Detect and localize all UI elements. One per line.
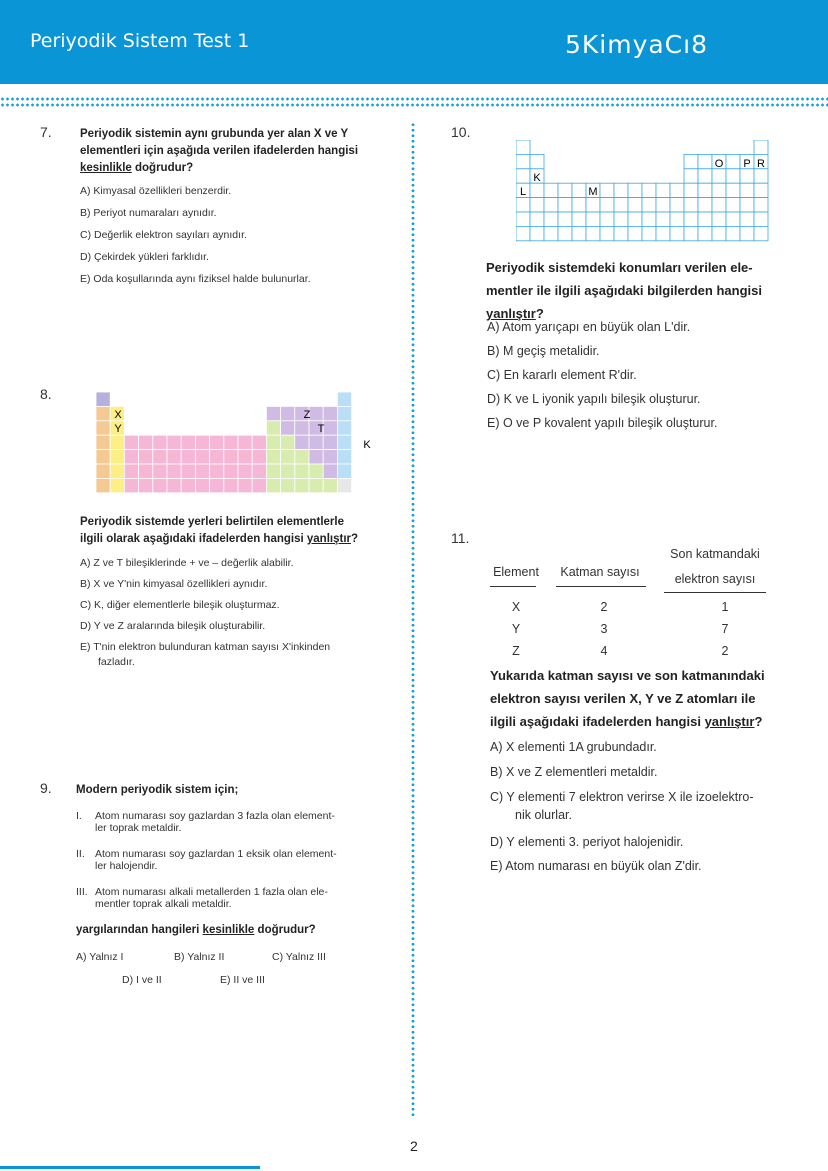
q10-cell: [642, 198, 656, 212]
q10-cell: [614, 212, 628, 226]
q9-statement-3-num: III.: [76, 886, 88, 898]
q10-cell: [600, 198, 614, 212]
q8-cell: [96, 406, 110, 420]
q8-cell: [252, 464, 266, 478]
q10-cell: [600, 183, 614, 197]
q10-cell: [572, 212, 586, 226]
q10-cell: [516, 198, 530, 212]
q11-row3-katman: 4: [600, 644, 608, 658]
q8-cell: [323, 435, 337, 449]
q10-cell: [754, 198, 768, 212]
q10-cell: [530, 212, 544, 226]
q8-cell: [224, 435, 238, 449]
q7-option-a[interactable]: A) Kimyasal özellikleri benzerdir.: [80, 185, 232, 197]
q8-cell: [139, 435, 153, 449]
q8-cell: [309, 464, 323, 478]
q10-cell: [712, 212, 726, 226]
q10-cell: [684, 226, 698, 240]
q11-row2-son: 7: [721, 622, 729, 636]
q8-cell: [337, 464, 351, 478]
q9-question-end: doğrudur?: [254, 924, 316, 936]
q10-cell: [740, 198, 754, 212]
q8-cell: [210, 464, 224, 478]
q8-cell: [323, 464, 337, 478]
q11-rule-1: [490, 586, 536, 587]
q9-option-c[interactable]: C) Yalnız III: [272, 951, 326, 963]
q8-cell: [323, 450, 337, 464]
q8-periodic-table: [96, 392, 376, 498]
q11-row1-son: 1: [721, 600, 729, 614]
q8-cell: [139, 464, 153, 478]
q8-cell: [124, 450, 138, 464]
q10-cell: [600, 226, 614, 240]
q10-cell: [670, 226, 684, 240]
q8-cell: [96, 464, 110, 478]
q8-option-d[interactable]: D) Y ve Z aralarında bileşik oluşturabilir.: [80, 620, 266, 632]
q10-cell: [726, 226, 740, 240]
q11-stem: [490, 664, 765, 733]
q8-cell: [281, 464, 295, 478]
q8-cell: [195, 450, 209, 464]
q9-s1-line1: Atom numarası soy gazlardan 3 fazla olan element-: [95, 810, 335, 822]
q9-emphasis: kesinlikle: [202, 924, 255, 936]
q10-cell: [544, 212, 558, 226]
q10-cell: [558, 226, 572, 240]
q8-cell: [110, 478, 124, 492]
q10-cell: [726, 212, 740, 226]
q10-number: 10.: [451, 124, 471, 140]
q8-stem: [80, 514, 358, 548]
q8-cell: [167, 464, 181, 478]
q10-cell: [726, 183, 740, 197]
q8-cell: [153, 450, 167, 464]
q10-cell: [670, 198, 684, 212]
q10-cell: [516, 226, 530, 240]
q8-cell: [309, 406, 323, 420]
q11-header-son-2: elektron sayısı: [674, 572, 756, 586]
q10-cell: [712, 226, 726, 240]
q8-cell: [266, 421, 280, 435]
q8-cell: [167, 478, 181, 492]
q8-cell: [266, 435, 280, 449]
q8-cell: [110, 435, 124, 449]
q10-cell: [670, 212, 684, 226]
q8-label-t: T: [317, 423, 325, 435]
q10-cell: [740, 212, 754, 226]
q11-stem-end: ?: [754, 714, 763, 729]
q10-cell: [656, 226, 670, 240]
q10-cell: [544, 198, 558, 212]
q10-stem-line2: mentler ile ilgili aşağıdaki bilgilerden hangisi: [486, 283, 762, 298]
q10-option-b[interactable]: B) M geçiş metalidir.: [487, 344, 600, 358]
q8-cell: [295, 464, 309, 478]
q8-cell: [153, 464, 167, 478]
q8-cell: [266, 450, 280, 464]
q10-cell: [516, 140, 530, 154]
q8-cell: [139, 450, 153, 464]
q8-cell: [167, 450, 181, 464]
q8-cell: [181, 435, 195, 449]
q8-cell: [309, 435, 323, 449]
q8-cells: [96, 392, 352, 493]
q10-cell: [544, 183, 558, 197]
q8-cell: [195, 464, 209, 478]
q11-row3-element: Z: [512, 644, 520, 658]
q11-option-e[interactable]: E) Atom numarası en büyük olan Z'dir.: [490, 859, 702, 873]
q10-cell: [698, 226, 712, 240]
q10-cell: [516, 169, 530, 183]
q8-cell: [252, 435, 266, 449]
q11-header-katman: Katman sayısı: [560, 565, 640, 579]
q8-option-b[interactable]: B) X ve Y'nin kimyasal özellikleri aynıdır.: [80, 578, 268, 590]
q10-cell: [726, 154, 740, 168]
q9-s2-line1: Atom numarası soy gazlardan 1 eksik olan element-: [95, 848, 337, 860]
q10-cell: [726, 198, 740, 212]
page-header: [0, 0, 828, 84]
q11-header-son-1: Son katmandaki: [670, 547, 760, 561]
q8-cell: [309, 450, 323, 464]
q7-stem-line3: [80, 160, 358, 177]
q11-row1-element: X: [511, 600, 521, 614]
q8-stem-line1: Periyodik sistemde yerleri belirtilen elementlerle: [80, 516, 344, 528]
q9-question-pre: yargılarından hangileri: [76, 924, 203, 936]
q8-stem-line2-text: ilgili olarak aşağıdaki ifadelerden hangisi: [80, 533, 307, 545]
q8-cell: [224, 478, 238, 492]
q10-cell: [698, 198, 712, 212]
q8-cell: [96, 421, 110, 435]
q8-option-e[interactable]: E) T'nin elektron bulunduran katman sayısı X'inkinden: [80, 641, 331, 653]
q10-cell: [712, 198, 726, 212]
q8-cell: [181, 464, 195, 478]
q10-cell: [740, 226, 754, 240]
q11-option-c[interactable]: C) Y elementi 7 elektron verirse X ile izoelektro-: [490, 790, 754, 804]
footer-line: [0, 1166, 260, 1169]
q10-cell: [516, 212, 530, 226]
q8-label-z: Z: [303, 409, 311, 421]
q8-cell: [224, 464, 238, 478]
q8-cell: [323, 421, 337, 435]
q8-cell: [96, 450, 110, 464]
q10-cell: [684, 198, 698, 212]
page-number: 2: [410, 1138, 418, 1154]
q10-label-r: R: [757, 158, 765, 170]
q9-statement-1: [95, 810, 335, 834]
q9-statement-2-num: II.: [76, 848, 85, 860]
q9-question: [76, 922, 316, 939]
q10-label-l: L: [519, 186, 527, 198]
q9-option-e[interactable]: E) II ve III: [220, 974, 265, 986]
q10-cell: [712, 169, 726, 183]
q10-cell: [754, 140, 768, 154]
q7-stem-end: doğrudur?: [131, 162, 194, 174]
q7-number: 7.: [40, 124, 52, 140]
q8-number: 8.: [40, 386, 52, 402]
q10-label-o: O: [714, 158, 724, 170]
q8-cell: [153, 478, 167, 492]
q11-row3-son: 2: [721, 644, 729, 658]
q11-rule-3: [664, 592, 766, 593]
q10-cell: [670, 183, 684, 197]
q8-cell: [195, 435, 209, 449]
q10-cell: [586, 212, 600, 226]
q7-stem: [80, 126, 358, 177]
q8-cell: [266, 478, 280, 492]
q8-option-a[interactable]: A) Z ve T bileşiklerinde + ve – değerlik alabilir.: [80, 557, 294, 569]
q8-cell: [153, 435, 167, 449]
q10-cell: [698, 183, 712, 197]
q11-option-b[interactable]: B) X ve Z elementleri metaldir.: [490, 765, 658, 779]
q8-cell: [224, 450, 238, 464]
q11-stem-line1: Yukarıda katman sayısı ve son katmanındaki: [490, 668, 765, 683]
q10-cell: [586, 226, 600, 240]
q10-option-e[interactable]: E) O ve P kovalent yapılı bileşik oluşturur.: [487, 416, 718, 430]
q8-cell: [295, 450, 309, 464]
q8-cell: [96, 478, 110, 492]
q8-cell: [110, 464, 124, 478]
q10-option-a[interactable]: A) Atom yarıçapı en büyük olan L'dir.: [487, 320, 691, 334]
q7-option-e[interactable]: E) Oda koşullarında aynı fiziksel halde bulunurlar.: [80, 273, 311, 285]
q10-stem-end: ?: [535, 306, 544, 321]
q9-number: 9.: [40, 780, 52, 796]
q10-cell: [600, 212, 614, 226]
q11-header-element: Element: [493, 565, 539, 579]
q8-option-e-cont: fazladır.: [98, 656, 135, 668]
column-divider: [411, 122, 415, 1117]
q10-cell: [530, 226, 544, 240]
q10-cell: [684, 154, 698, 168]
q9-s2-line2: ler halojendir.: [95, 860, 158, 872]
q8-cell: [337, 392, 351, 406]
q8-cell: [295, 421, 309, 435]
q8-cell: [167, 435, 181, 449]
q9-statement-3: [95, 886, 328, 910]
q10-option-d[interactable]: D) K ve L iyonik yapılı bileşik oluşturur.: [487, 392, 701, 406]
q10-cell: [628, 226, 642, 240]
q8-cell: [210, 478, 224, 492]
q8-cell: [238, 435, 252, 449]
q8-cell: [281, 450, 295, 464]
q8-cell: [124, 478, 138, 492]
q8-cell: [323, 406, 337, 420]
q10-cell: [530, 183, 544, 197]
q10-cell: [698, 169, 712, 183]
q10-emphasis: yanlıştır: [486, 306, 536, 321]
q11-emphasis: yanlıştır: [704, 714, 755, 729]
q10-cell: [754, 226, 768, 240]
q8-cell: [110, 450, 124, 464]
q10-cell: [712, 183, 726, 197]
q10-cell: [530, 198, 544, 212]
q11-stem-line3-text: ilgili aşağıdaki ifadelerden hangisi: [490, 714, 705, 729]
q8-stem-end: ?: [351, 533, 359, 545]
q8-cell: [281, 478, 295, 492]
q10-cell: [656, 183, 670, 197]
q8-cell: [337, 478, 351, 492]
q10-cell: [642, 183, 656, 197]
q8-cell: [266, 464, 280, 478]
q10-cell: [656, 198, 670, 212]
q11-row2-katman: 3: [600, 622, 608, 636]
q10-cell: [754, 212, 768, 226]
q10-cell: [698, 212, 712, 226]
q8-label-y: Y: [114, 423, 122, 435]
q10-cell: [614, 198, 628, 212]
q11-row2-element: Y: [511, 622, 521, 636]
q7-option-c[interactable]: C) Değerlik elektron sayıları aynıdır.: [80, 229, 247, 241]
q9-statement-1-num: I.: [76, 810, 82, 822]
q8-cell: [210, 450, 224, 464]
q8-cell: [281, 435, 295, 449]
q7-option-b[interactable]: B) Periyot numaraları aynıdır.: [80, 207, 217, 219]
q11-number: 11.: [451, 530, 470, 546]
q8-cell: [124, 435, 138, 449]
q8-option-c[interactable]: C) K, diğer elementlerle bileşik oluşturmaz.: [80, 599, 280, 611]
q8-cell: [96, 435, 110, 449]
q10-cell: [628, 212, 642, 226]
q10-cell: [558, 198, 572, 212]
q8-cell: [337, 421, 351, 435]
q10-stem: [486, 256, 762, 325]
q7-stem-line2: elementleri için aşağıda verilen ifadelerden hangisi: [80, 145, 359, 157]
q10-cell: [684, 169, 698, 183]
q11-stem-line2: elektron sayısı verilen X, Y ve Z atomları ile: [490, 691, 756, 706]
q8-stem-line2: [80, 531, 358, 548]
q8-cell: [181, 478, 195, 492]
q8-cell: [181, 450, 195, 464]
q10-periodic-table: [516, 140, 780, 244]
q10-cell: [754, 169, 768, 183]
q8-cell: [195, 478, 209, 492]
q10-cell: [726, 169, 740, 183]
q10-cell: [628, 183, 642, 197]
q8-cell: [252, 478, 266, 492]
q8-cell: [210, 435, 224, 449]
q10-cell: [698, 154, 712, 168]
q8-cell: [295, 435, 309, 449]
q8-cell: [281, 421, 295, 435]
q8-cell: [238, 478, 252, 492]
q11-option-a[interactable]: A) X elementi 1A grubundadır.: [490, 740, 657, 754]
q10-cell: [572, 226, 586, 240]
q8-cell: [139, 478, 153, 492]
test-title: Periyodik Sistem Test 1: [30, 30, 250, 52]
q10-cell: [684, 183, 698, 197]
q8-cell: [96, 392, 110, 406]
q11-stem-line3: [490, 710, 765, 733]
q9-stem: Modern periyodik sistem için;: [76, 784, 239, 796]
q10-label-p: P: [743, 158, 751, 170]
q9-s3-line1: Atom numarası alkali metallerden 1 fazla olan ele-: [95, 886, 328, 898]
dotted-divider: [0, 96, 828, 108]
q10-cell: [642, 226, 656, 240]
q8-cell: [337, 406, 351, 420]
q9-s1-line2: ler toprak metaldir.: [95, 822, 182, 834]
q7-option-d[interactable]: D) Çekirdek yükleri farklıdır.: [80, 251, 209, 263]
q11-option-c-cont: nik olurlar.: [515, 808, 572, 822]
q10-cell: [628, 198, 642, 212]
q8-cell: [337, 450, 351, 464]
q9-option-b[interactable]: B) Yalnız II: [174, 951, 225, 963]
q10-cell: [754, 183, 768, 197]
q10-cell: [572, 183, 586, 197]
q10-cell: [572, 198, 586, 212]
q10-cell: [558, 183, 572, 197]
brand-logo-text: 5KimyaCı8: [564, 30, 708, 59]
q9-s3-line2: mentler toprak alkali metaldir.: [95, 898, 232, 910]
q10-cell: [586, 198, 600, 212]
q8-cell: [124, 464, 138, 478]
q7-stem-line1: Periyodik sistemin aynı grubunda yer alan X ve Y: [80, 128, 349, 140]
q8-cell: [238, 450, 252, 464]
q8-emphasis: yanlıştır: [306, 533, 351, 545]
q8-cell: [309, 478, 323, 492]
q11-rule-2: [556, 586, 646, 587]
q10-cell: [516, 154, 530, 168]
q10-option-c[interactable]: C) En kararlı element R'dir.: [487, 368, 637, 382]
q10-cell: [656, 212, 670, 226]
q8-cell: [266, 406, 280, 420]
q11-row1-katman: 2: [600, 600, 608, 614]
q7-emphasis: kesinlikle: [80, 162, 132, 174]
q10-cell: [740, 169, 754, 183]
q8-cell: [337, 435, 351, 449]
q9-statement-2: [95, 848, 337, 872]
q9-option-d[interactable]: D) I ve II: [122, 974, 162, 986]
q8-label-k: K: [363, 439, 371, 451]
q10-cell: [684, 212, 698, 226]
q8-cell: [323, 478, 337, 492]
q10-cell: [740, 183, 754, 197]
q10-label-m: M: [588, 186, 598, 198]
q10-cell: [558, 212, 572, 226]
q11-option-d[interactable]: D) Y elementi 3. periyot halojenidir.: [490, 835, 684, 849]
q8-cell: [252, 450, 266, 464]
q10-label-k: K: [533, 172, 541, 184]
q8-label-x: X: [114, 409, 122, 421]
q10-cell: [530, 154, 544, 168]
q10-cell: [614, 183, 628, 197]
q10-stem-line1: Periyodik sistemdeki konumları verilen ele-: [486, 260, 753, 275]
q9-option-a[interactable]: A) Yalnız I: [76, 951, 124, 963]
q10-cells: [516, 140, 768, 241]
q10-cell: [544, 226, 558, 240]
q8-cell: [281, 406, 295, 420]
q8-cell: [238, 464, 252, 478]
q10-cell: [642, 212, 656, 226]
q10-cell: [614, 226, 628, 240]
q8-cell: [295, 478, 309, 492]
